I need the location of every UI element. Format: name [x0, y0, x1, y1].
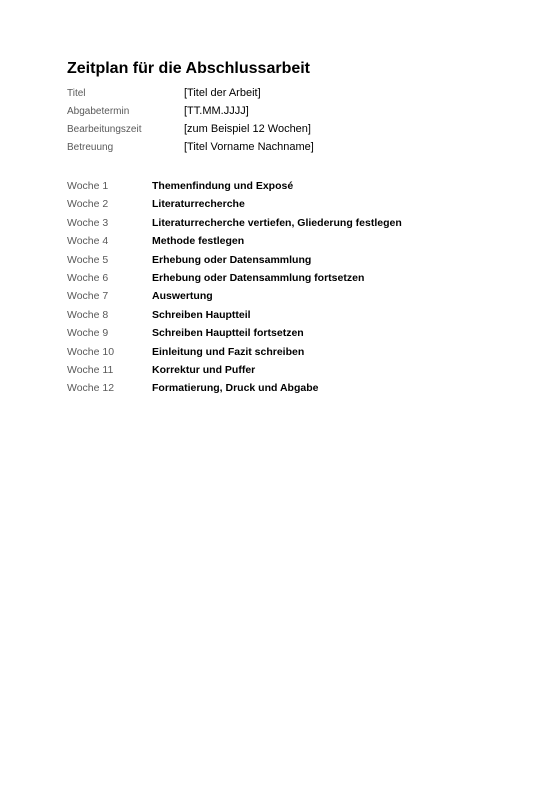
- week-label: Woche 11: [67, 363, 114, 376]
- week-label: Woche 7: [67, 290, 109, 303]
- schedule-row: [67, 382, 507, 400]
- document-title: Zeitplan für die Abschlussarbeit: [67, 60, 311, 77]
- schedule-row: [67, 290, 507, 308]
- task-text: Schreiben Hauptteil: [152, 308, 251, 321]
- schedule-row: [67, 235, 507, 253]
- task-text: Literaturrecherche: [152, 198, 245, 211]
- schedule-row: [67, 217, 507, 235]
- schedule-row: [67, 327, 507, 345]
- meta-row-duration: [67, 123, 507, 141]
- schedule-row: [67, 346, 507, 364]
- week-label: Woche 1: [67, 180, 109, 192]
- schedule-row: [67, 198, 507, 216]
- task-text: Literaturrecherche vertiefen, Gliederung festlegen: [152, 216, 402, 229]
- week-label: Woche 9: [67, 327, 109, 340]
- week-label: Woche 4: [67, 235, 109, 248]
- task-text: Schreiben Hauptteil fortsetzen: [152, 327, 304, 340]
- meta-row-due-date: [67, 105, 507, 123]
- document-page: [67, 59, 507, 401]
- meta-label: Bearbeitungszeit: [67, 124, 142, 135]
- task-text: Korrektur und Puffer: [152, 363, 256, 376]
- schedule-row: [67, 309, 507, 327]
- weekly-schedule: [67, 180, 507, 401]
- task-text: Erhebung oder Datensammlung: [152, 253, 312, 266]
- meta-info-table: [67, 87, 507, 159]
- week-label: Woche 2: [67, 198, 109, 211]
- meta-label: Titel: [67, 88, 86, 99]
- schedule-row: [67, 254, 507, 272]
- meta-value: [Titel der Arbeit]: [184, 87, 261, 99]
- week-label: Woche 10: [67, 345, 115, 358]
- meta-label: Abgabetermin: [67, 106, 130, 117]
- meta-label: Betreuung: [67, 142, 114, 153]
- meta-value: [zum Beispiel 12 Wochen]: [184, 123, 311, 135]
- schedule-row: [67, 180, 507, 198]
- task-text: Themenfindung und Exposé: [152, 180, 294, 192]
- meta-value: [Titel Vorname Nachname]: [184, 141, 314, 153]
- task-text: Formatierung, Druck und Abgabe: [152, 382, 319, 395]
- schedule-row: [67, 272, 507, 290]
- task-text: Methode festlegen: [152, 235, 245, 248]
- task-text: Einleitung und Fazit schreiben: [152, 345, 305, 358]
- task-text: Erhebung oder Datensammlung fortsetzen: [152, 271, 365, 284]
- meta-row-title: [67, 87, 507, 105]
- schedule-row: [67, 364, 507, 382]
- week-label: Woche 3: [67, 216, 109, 229]
- meta-value: [TT.MM.JJJJ]: [184, 105, 249, 117]
- week-label: Woche 6: [67, 271, 109, 284]
- task-text: Auswertung: [152, 290, 213, 303]
- week-label: Woche 8: [67, 308, 109, 321]
- meta-row-supervisor: [67, 141, 507, 159]
- week-label: Woche 12: [67, 382, 115, 395]
- week-label: Woche 5: [67, 253, 109, 266]
